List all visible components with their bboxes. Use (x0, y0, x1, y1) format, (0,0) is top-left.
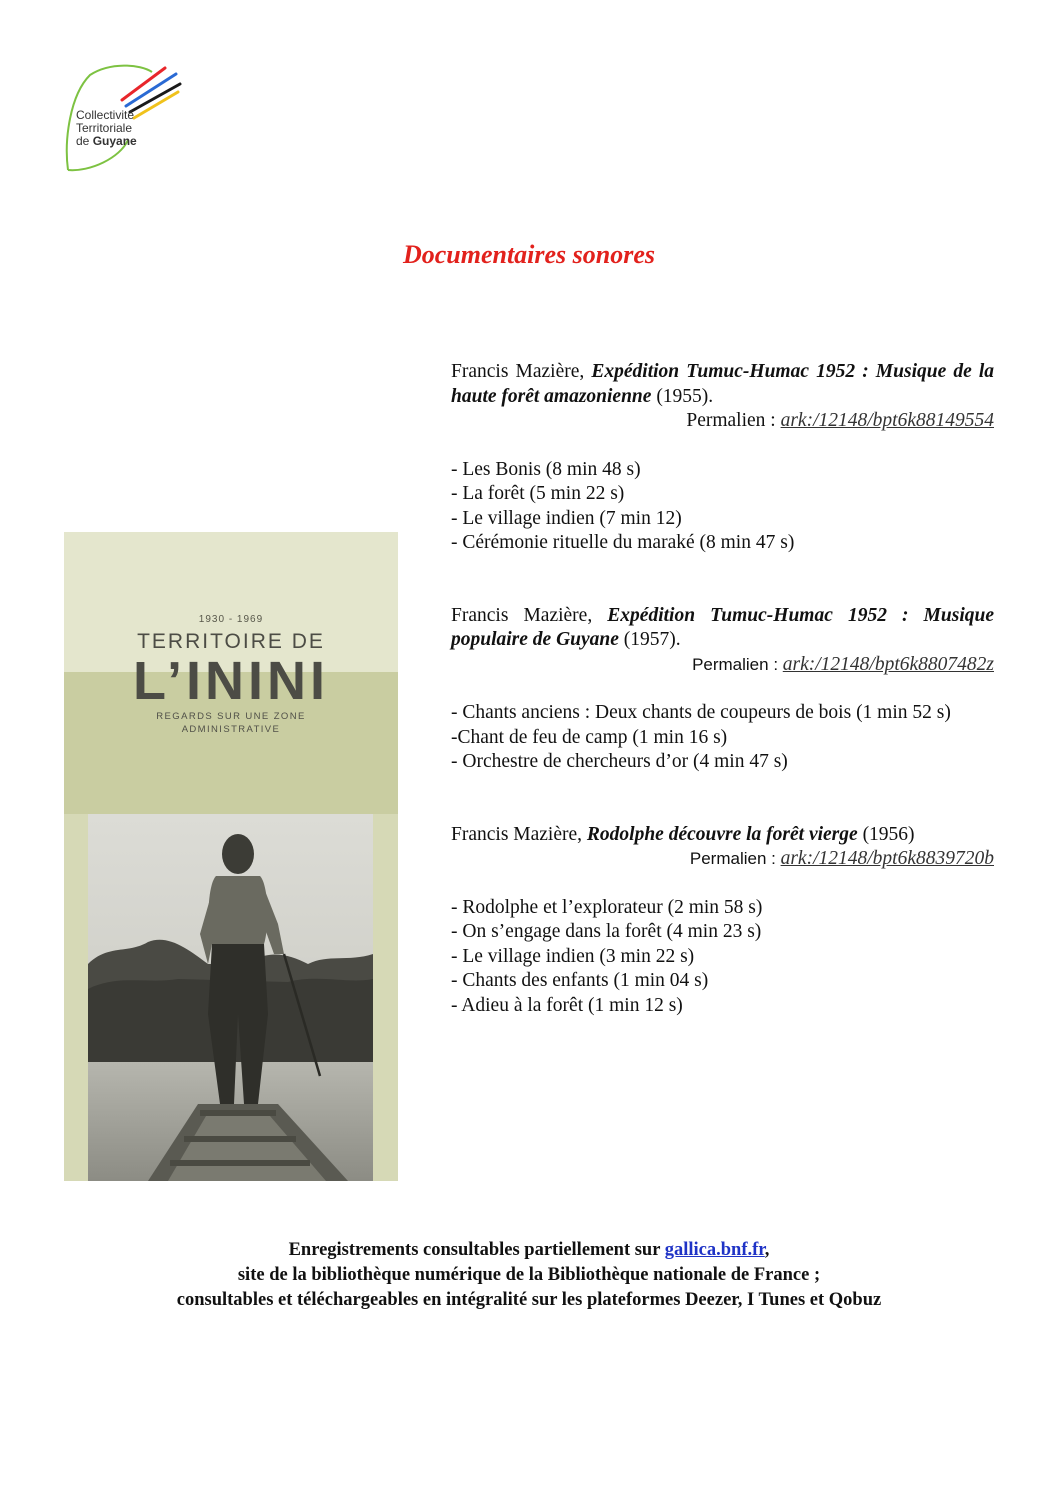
recording-title: Rodolphe découvre la forêt vierge (586, 823, 858, 845)
track-item: - On s’engage dans la forêt (4 min 23 s) (451, 921, 762, 942)
recording-heading: Francis Mazière, Expédition Tumuc-Humac 1952 : Musique populaire de Guyane (1957). (451, 604, 994, 650)
logo-text: Collectivité Territoriale de Guyane (76, 108, 137, 148)
page-title: Documentaires sonores (402, 240, 656, 269)
recording-entry (451, 360, 994, 556)
track-item: - Adieu à la forêt (1 min 12 s) (451, 994, 683, 1016)
recording-title: Expédition Tumuc-Humac 1952 : Musique de la haute forêt amazonienne (451, 361, 995, 407)
permalink-line: Permalien : ark:/12148/bpt6k8807482z (692, 653, 994, 675)
footer-line-3: consultables et téléchargeables en intégralité sur les plateformes Deezer, I Tunes et Qobuz (176, 1290, 882, 1310)
gallica-link[interactable]: gallica.bnf.fr (664, 1240, 765, 1260)
track-list (451, 701, 994, 775)
permalink-line: Permalien : ark:/12148/bpt6k88149554 (686, 410, 994, 431)
footer-notice (0, 1238, 1058, 1313)
track-item: - Le village indien (3 min 22 s) (451, 945, 695, 967)
recordings-list (451, 360, 994, 1018)
permalink-link[interactable]: ark:/12148/bpt6k8839720b (780, 848, 994, 869)
track-item: - Rodolphe et l’explorateur (2 min 58 s) (451, 896, 763, 918)
cover-subtitle: REGARDS SUR UNE ZONE ADMINISTRATIVE (156, 711, 306, 735)
permalink-link[interactable]: ark:/12148/bpt6k8807482z (782, 653, 994, 675)
recording-entry (451, 604, 994, 775)
track-list (451, 458, 994, 556)
track-list (451, 896, 994, 1019)
track-item: - Chants anciens : Deux chants de coupeurs de bois (1 min 52 s) (451, 702, 951, 723)
cover-title-line1: TERRITOIRE DE (137, 630, 325, 653)
permalink-link[interactable]: ark:/12148/bpt6k88149554 (780, 410, 994, 431)
track-item: - Le village indien (7 min 12) (451, 507, 682, 529)
track-item: - Chants des enfants (1 min 04 s) (451, 970, 709, 991)
book-cover (64, 532, 398, 1181)
recording-title: Expédition Tumuc-Humac 1952 : Musique populaire de Guyane (451, 604, 994, 650)
cover-photograph (88, 814, 373, 1181)
cover-years: 1930 - 1969 (198, 614, 264, 625)
track-item: - Les Bonis (8 min 48 s) (451, 458, 641, 480)
cover-title-line2: L’ININI (132, 651, 329, 711)
recording-heading: Francis Mazière, Rodolphe découvre la forêt vierge (1956) (451, 823, 915, 845)
permalink-line: Permalien : ark:/12148/bpt6k8839720b (689, 848, 994, 869)
track-item: - Cérémonie rituelle du maraké (8 min 47 s) (451, 532, 795, 553)
track-item: -Chant de feu de camp (1 min 16 s) (451, 726, 728, 748)
footer-line-1: Enregistrements consultables partiellement sur gallica.bnf.fr, (288, 1240, 770, 1260)
footer-line-2: site de la bibliothèque numérique de la Bibliothèque nationale de France ; (237, 1265, 821, 1285)
track-item: - Orchestre de chercheurs d’or (4 min 47 s) (451, 751, 788, 772)
recording-heading: Francis Mazière, Expédition Tumuc-Humac 1952 : Musique de la haute forêt amazonienne (1955). (451, 361, 995, 407)
collectivite-logo (60, 60, 190, 180)
track-item: - La forêt (5 min 22 s) (451, 483, 625, 504)
recording-entry (451, 823, 994, 1019)
